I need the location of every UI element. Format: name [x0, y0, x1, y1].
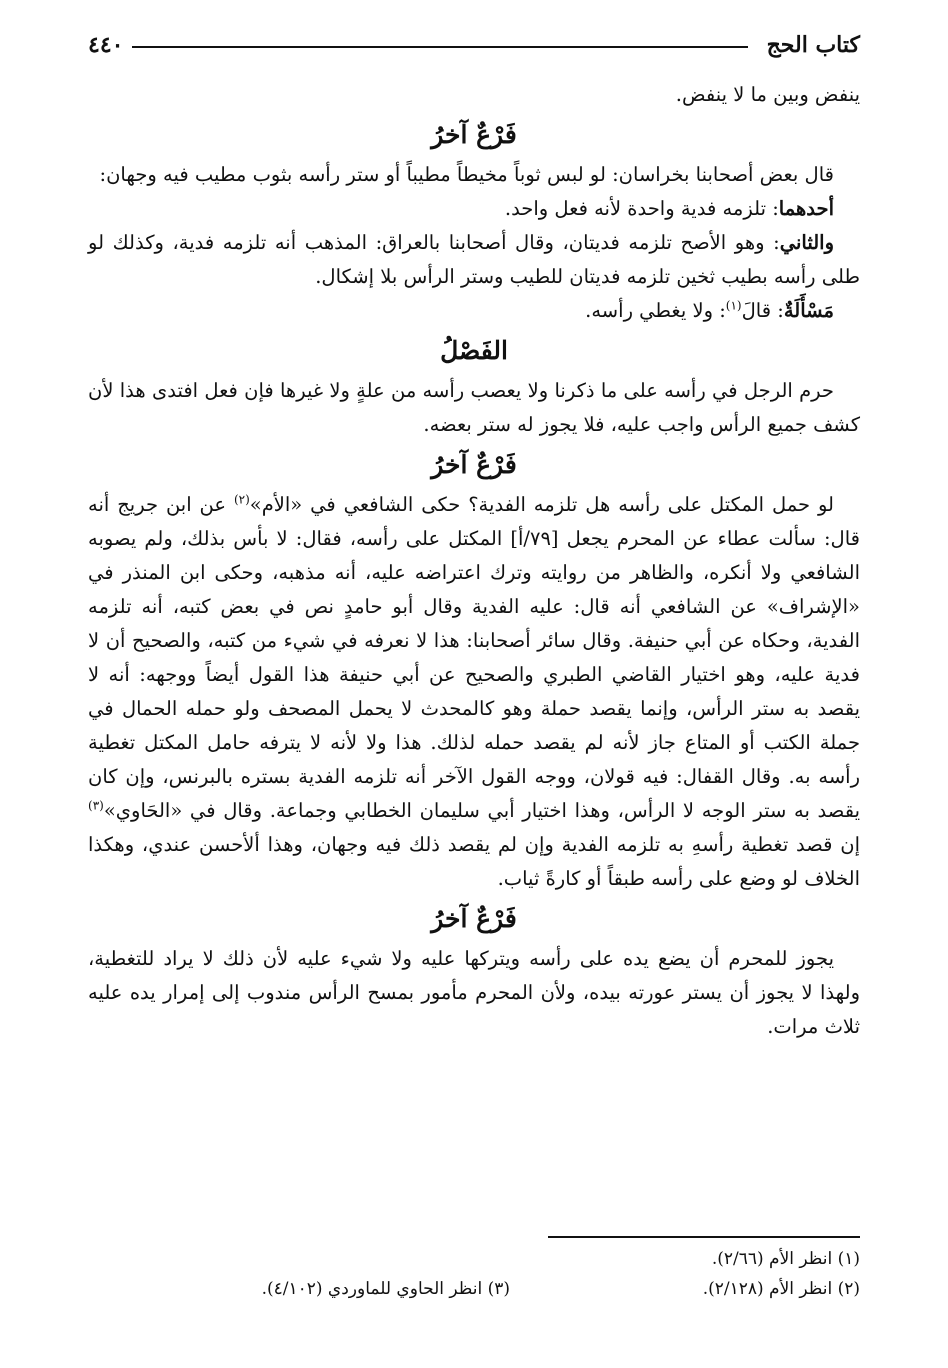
paragraph: ينفض وبين ما لا ينفض. [675, 83, 860, 106]
paragraph-text: عن ابن جريج أنه قال: سألت عطاء عن المحرم يجعل [٧٩/أ] المكتل على رأسه، فقال: لا بأس بذلك، ولم يصوبه الشافعي ولا أنكره، والظاهر من روايته وترك اعتراضه عليه، أنه مذهبه، وحكى ابن المنذر في «الإشراف» عن الشافعي أنه قال: عليه الفدية وقال أبو حامدٍ نص في بعض كتبه، أنه تلزمه الفدية، وحكاه عن أبي حنيفة. وقال سائر أصحابنا: هذا لا نعرفه في شيء من كتبه، والصحيح أن لا فدية عليه، وهو اختيار القاضي الطبري والصحيح عن أبي حنيفة هذا القول أيضاً ووجهه: أنه لا يقصد به ستر الرأس، وإنما يقصد حملة وهو كالمحدث لا يحمل المصحف ولو حمله الحمال في جملة الكتب أو المتاع جاز لأنه لم يقصد حمله لذلك. هذا ولا لأنه لا يترفه حامل المكتل تغطية رأسه به. وقال القفال: فيه قولان، ووجه القول الآخر أنه تلزمه الفدية بستره بالبرنس، وإن كان يقصد به ستر الوجه لا الرأس، وهذا اختيار أبي سليمان الخطابي وجماعة. وقال في «الحَاوي» [88, 493, 860, 822]
paragraph [88, 192, 860, 226]
footnote-3: (٣) انظر الحاوي للماوردي (٤/١٠٢). [261, 1279, 510, 1299]
chapter-title: كتاب الحج [766, 32, 860, 58]
footnote-ref: (٣) [88, 798, 104, 813]
footnote-rule [548, 1236, 860, 1238]
section-heading: فَرْعٌ آخرُ [431, 120, 517, 149]
paragraph [88, 488, 860, 896]
paragraph-text: : تلزمه فدية واحدة لأنه فعل واحد. [504, 197, 779, 220]
footnote-row [88, 1244, 860, 1274]
main-text [88, 78, 860, 1044]
footnote-row [88, 1274, 860, 1304]
paragraph-text: : قالَ [741, 299, 784, 322]
paragraph [88, 294, 860, 328]
footnote-2: (٢) انظر الأم (٢/١٢٨). [702, 1279, 860, 1299]
paragraph-text: إن قصد تغطية رأسهِ به تلزمه الفدية وإن لم يقصد ذلك فيه وجهان، وهذا ألأحسن عندي، وهكذا الخلاف لو وضع على رأسه طبقاً أو كارةً ثياب. [88, 833, 860, 890]
section-heading: فَرْعٌ آخرُ [431, 450, 517, 479]
section-heading: فَرْعٌ آخرُ [431, 904, 517, 933]
term-label: مَسْأَلَةٌ [783, 299, 834, 322]
page-number: ٤٤٠ [88, 32, 124, 58]
footnotes [88, 1244, 860, 1304]
header-rule [132, 46, 748, 48]
term-label: والثاني [779, 231, 834, 254]
footnote-1: (١) انظر الأم (٢/٦٦). [711, 1249, 860, 1269]
running-header [88, 30, 860, 64]
footnote-ref: (٢) [233, 492, 250, 507]
paragraph [88, 226, 860, 294]
paragraph: يجوز للمحرم أن يضع يده على رأسه ويتركها عليه ولا شيء عليه لأن ذلك لا يراد للتغطية، ولهذا لا يجوز أن يستر عورته بيده، ولأن المحرم مأمور بمسح الرأس مندوب إلى إمرار يده عليه ثلاث مرات. [88, 947, 860, 1038]
section-heading: الفَصْلُ [440, 336, 508, 365]
footnote-ref: (١) [725, 298, 742, 313]
paragraph-text: لو حمل المكتل على رأسه هل تلزمه الفدية؟ حكى الشافعي في «الأم» [249, 493, 834, 516]
paragraph: حرم الرجل في رأسه على ما ذكرنا ولا يعصب رأسه من علةٍ ولا غيرها فإن فعل افتدى هذا لأن كشف جميع الرأس واجب عليه، فلا يجوز له ستر بعضه. [88, 379, 860, 436]
paragraph-text: : وهو الأصح تلزمه فديتان، وقال أصحابنا بالعراق: المذهب أنه تلزمه فدية، وكذلك لو طلى رأسه بطيب ثخين تلزمه فديتان للطيب وستر الرأس بلا إشكال. [88, 231, 860, 288]
paragraph: قال بعض أصحابنا بخراسان: لو لبس ثوباً مخيطاً مطيباً أو ستر رأسه بثوب مطيب فيه وجهان: [99, 163, 834, 186]
term-label: أحدهما [778, 197, 834, 220]
paragraph-text: : ولا يغطي رأسه. [585, 299, 726, 322]
